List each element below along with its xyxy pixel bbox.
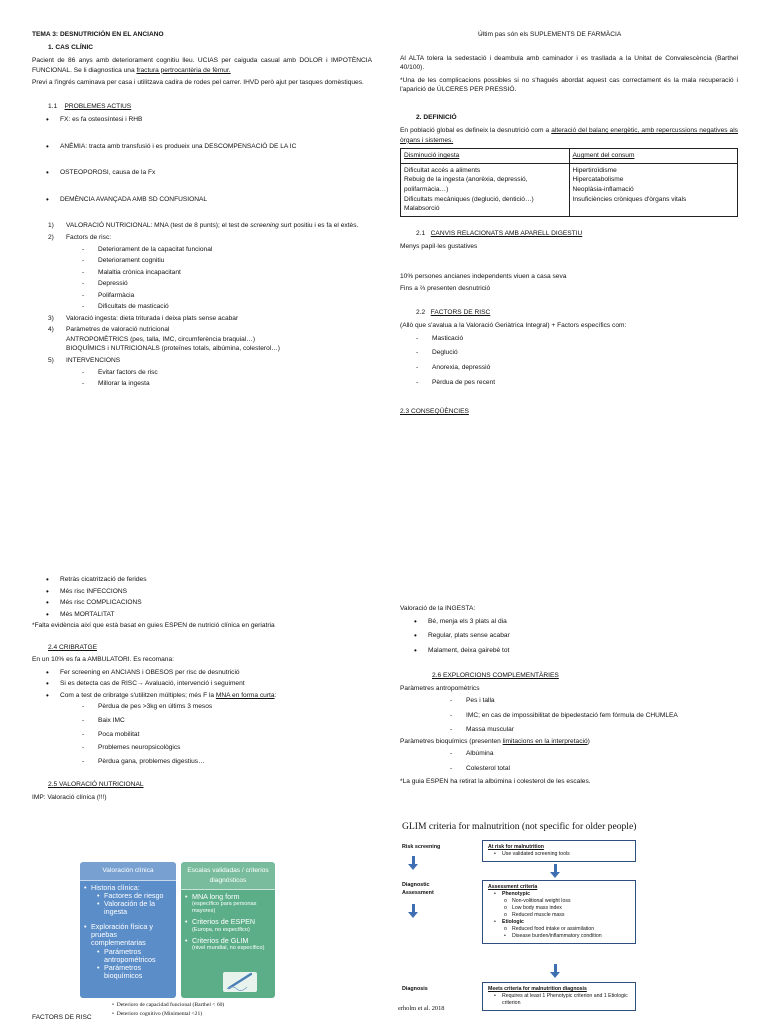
pen-illustration-icon bbox=[221, 966, 261, 994]
box-list: • Historia clínica: • Factores de riesgo • Valoración de la ingesta • Exploración física y pruebas complementarias • Parámetros antropométricos • Parámetros bioquímicos bbox=[80, 881, 176, 981]
list-item: - Pes i talla bbox=[400, 696, 738, 706]
subsection-exploracions: 2.6 EXPLORCIONS COMPLEMENTÀRIES bbox=[432, 672, 559, 680]
list-item: • OSTEOPOROSI, causa de la Fx bbox=[32, 168, 372, 178]
arrow-down-icon bbox=[410, 904, 416, 918]
glim-citation: erholm et al. 2018 bbox=[398, 1005, 445, 1012]
list-item: - Anorexia, depressió bbox=[400, 363, 738, 373]
list-item: • Retràs cicatrització de ferides bbox=[32, 575, 372, 585]
subsection-problemes-actius bbox=[48, 102, 372, 112]
escalas-validadas-box bbox=[181, 862, 275, 998]
table-header: Disminució ingesta bbox=[401, 149, 570, 164]
list-item: • Regular, plats sense acabar bbox=[400, 631, 738, 641]
last-step-list bbox=[448, 30, 738, 40]
right-column-top bbox=[400, 30, 738, 417]
risk-factors-list bbox=[66, 245, 372, 312]
list-item: • Si es detecta cas de RISC→ Avaluació, intervenció i seguiment bbox=[32, 679, 372, 689]
risk-intro: (Allò que s'avalua a la Valoració Geriàtrica Integral) + Factors específics com: bbox=[400, 322, 627, 330]
list-item: • Més risc INFECCIONS bbox=[32, 587, 372, 597]
imp-line: IMP: Valoració clínica (!!!) bbox=[32, 793, 107, 801]
box-heading: Escalas validadas / criterios diagnósticos bbox=[181, 862, 275, 890]
arrow-down-icon bbox=[410, 856, 416, 870]
glim-title: GLIM criteria for malnutrition (not specific for older people) bbox=[402, 821, 637, 832]
list-item: - IMC; en cas de impossibilitat de bipedestació fem fórmula de CHUMLEA bbox=[400, 711, 738, 721]
document-title: TEMA 3: DESNUTRICIÓN EN EL ANCIANO bbox=[32, 31, 164, 38]
subsection-title: PROBLEMES ACTIUS bbox=[64, 102, 132, 110]
glim-figure bbox=[398, 820, 742, 1024]
step-parametres: 4) Paràmetres de valoració nutricional ANTROPOMÈTRICS (pes, talla, IMC, circumferència braquial…) BIOQUÍMICS i NUTRICIONALS (proteïnes totals, albúmina, colesterol…) bbox=[32, 325, 372, 354]
section-heading-definicio: 2. DEFINICIÓ bbox=[416, 113, 457, 121]
list-item: - Polifarmàcia bbox=[66, 291, 372, 301]
antro-heading: Paràmetres antropomètrics bbox=[400, 684, 480, 692]
glim-box-risk: At risk for malnutrition • Use validated screening tools bbox=[482, 840, 636, 862]
list-item: - Masticació bbox=[400, 334, 738, 344]
ingesta-heading: Valoració de la INGESTA: bbox=[400, 605, 476, 612]
espen-note: *Falta evidència així que està basat en guies ESPEN de nutrició clínica en geriatria bbox=[32, 622, 275, 630]
list-item: - Massa muscular bbox=[400, 725, 738, 735]
papil-text: Menys papil·les gustatives bbox=[400, 243, 478, 251]
case-paragraph bbox=[32, 56, 372, 75]
list-item: - Baix IMC bbox=[32, 716, 372, 726]
case-diagnosis: fractura pertrocantèria de fèmur. bbox=[136, 66, 231, 74]
cribratge-list bbox=[32, 668, 372, 701]
ingesta-list bbox=[400, 617, 738, 656]
list-item: - Albúmina bbox=[400, 749, 738, 759]
factors-list: • Deterioro de capacidad funcional (Barthel < 60) • Deterioro cognitivo (Minimental <21) bbox=[112, 1002, 225, 1017]
step-valoracio: 1) VALORACIÓ NUTRICIONAL: MNA (test de 8 punts); el test de screening surt positiu i es fa el extès. bbox=[48, 222, 359, 230]
glim-row-label: Diagnosis bbox=[402, 986, 428, 992]
subsection-consequencies: 2.3 CONSEQÜÈNCIES bbox=[400, 408, 469, 416]
list-item: - Deteriorament de la capacitat funcional bbox=[66, 245, 372, 255]
alta-paragraph: Al ALTA tolera la sedestació i deambula amb caminador i es trasllada a la Unitat de Convalescència (Barthel 40/100). bbox=[400, 54, 738, 72]
table-cell-left: Dificultat accés a aliments Rebuig de la ingesta (anorèxia, depressió, polifarmàcia…) Dificultats mecàniques (deglució, dentició…) Malabsorció bbox=[401, 163, 570, 216]
factors-label: FACTORS DE RISC bbox=[32, 1014, 92, 1021]
list-item: • Malament, deixa gairebé tot bbox=[400, 646, 738, 656]
list-item: - Pèrdua de pes >3kg en últims 3 mesos bbox=[32, 702, 372, 712]
factors-strip bbox=[0, 997, 400, 1024]
antro-list bbox=[400, 696, 738, 735]
subsection-cribratge: 2.4 CRIBRATGE bbox=[48, 643, 97, 651]
arrow-down-icon bbox=[552, 864, 558, 878]
list-item: - Millorar la ingesta bbox=[66, 379, 372, 389]
subsection-factors: 2.2 FACTORS DE RISC bbox=[416, 308, 491, 316]
list-item: - Problemes neuropsicològics bbox=[32, 743, 372, 753]
glim-row-label: Diagnostic Assessment bbox=[402, 882, 434, 896]
list-item: • Com a test de cribratge s'utilitzen múltiples; més F la MNA en forma curta: bbox=[32, 691, 372, 701]
list-item: • Més risc COMPLICACIONS bbox=[32, 598, 372, 608]
problems-list bbox=[32, 115, 372, 204]
bio-heading: Paràmetres bioquímics (presenten limitacions en la interpretació) bbox=[400, 737, 590, 745]
list-item: • Més MORTALITAT bbox=[32, 610, 372, 620]
left-column-top bbox=[32, 30, 372, 391]
complications-note: *Una de les complicacions possibles si no s'hagués abordat aquest cas correctament és la mala recuperació i l'aparició de ÚLCERES PER PRESSIÓ. bbox=[400, 76, 738, 94]
causes-table bbox=[400, 148, 738, 216]
table-header-row bbox=[401, 149, 738, 164]
subsection-valoracio-nutricional: 2.5 VALORACIÓ NUTRICIONAL bbox=[48, 781, 144, 789]
cribratge-intro: En un 10% es fa a AMBULATORI. Es recomana: bbox=[32, 656, 174, 664]
arrow-down-icon bbox=[552, 964, 558, 978]
list-item: - Malaltia crònica incapacitant bbox=[66, 268, 372, 278]
case-text: Pacient de 86 anys amb deteriorament cognitiu lleu. UCIAS per caiguda casual amb DOLOR i IMPOTÈNCIA FUNCIONAL. Se li diagnostica una bbox=[32, 57, 372, 74]
list-item: - Pèrdua gana, problemes digestius… bbox=[32, 757, 372, 767]
right-column-bottom bbox=[400, 604, 738, 789]
box-heading: Valoración clínica bbox=[80, 862, 176, 881]
step-intervencions: 5) INTERVENCIONS - Evitar factors de risc - Millorar la ingesta bbox=[32, 356, 372, 389]
table-row bbox=[401, 163, 738, 216]
list-item: - Depressió bbox=[66, 279, 372, 289]
valoracion-clinica-box bbox=[80, 862, 176, 998]
list-item: - Dificultats de masticació bbox=[66, 302, 372, 312]
list-item: - Evitar factors de risc bbox=[66, 368, 372, 378]
specific-factors-list bbox=[400, 334, 738, 387]
param-line: ANTROPOMÈTRICS (pes, talla, IMC, circumferència braquial…) bbox=[66, 335, 256, 343]
interventions-list bbox=[66, 368, 372, 389]
list-item: - Pèrdua de pes recent bbox=[400, 378, 738, 388]
list-item: - Deglució bbox=[400, 348, 738, 358]
param-line: BIOQUÍMICS i NUTRICIONALS (proteïnes totals, albúmina, colesterol…) bbox=[66, 345, 280, 353]
glim-box-assessment: Assessment criteria • Phenotypic o Non-volitional weight loss o Low body mass index o Reduced muscle mass • Etiologic o Reduced food intake or assimilation • Disease burden/inflammatory condition bbox=[482, 880, 636, 944]
previous-state-paragraph: Previ a l'ingrés caminava per casa i utilitzava cadira de rodes pel carrer. IHVD però ajut per tasques domèstiques. bbox=[32, 79, 364, 87]
list-item: • DEMÈNCIA AVANÇADA AMB SD CONFUSIONAL bbox=[32, 195, 372, 205]
subsection-canvis: 2.1 CANVIS RELACIONATS AMB APARELL DIGESTIU bbox=[416, 229, 583, 237]
list-item: • FX: es fa osteosíntesi i RHB bbox=[32, 115, 372, 125]
glim-box-diagnosis: Meets criteria for malnutrition diagnosis • Requires at least 1 Phenotypic criterion and 1 Etiologic criterion bbox=[482, 982, 636, 1011]
list-item: - Colesterol total bbox=[400, 764, 738, 774]
consequences-list bbox=[32, 575, 372, 619]
list-item: • ANÈMIA: tracta amb transfusió i es produeix una DESCOMPENSACIÓ DE LA IC bbox=[32, 142, 372, 152]
bio-list bbox=[400, 749, 738, 773]
list-item: - Deteriorament cognitiu bbox=[66, 256, 372, 266]
list-item: - Últim pas són els SUPLEMENTS DE FARMÀCIA bbox=[448, 30, 738, 40]
subsection-number: 1.1 bbox=[48, 102, 58, 110]
stat-line: Fins a ⅔ presenten desnutrició bbox=[400, 285, 491, 293]
section-heading-cas-clinic: 1. CAS CLÍNIC bbox=[48, 43, 94, 51]
list-item: - Poca mobilitat bbox=[32, 730, 372, 740]
numbered-steps bbox=[32, 221, 372, 388]
valoracion-figure bbox=[80, 862, 275, 1000]
box-list: • MNA long form (específico para personas mayores) • Criterios de ESPEN (Europa, no específico) • Criterios de GLIM (nivel mundial, no específico) bbox=[181, 890, 275, 952]
step-factors: 2) Factors de risc: - Deteriorament de la capacitat funcional - Deteriorament cognitiu - Malaltia crònica incapacitant - Depressió - Polifarmàcia - Dificultats de masticació bbox=[32, 233, 372, 312]
glim-row-label: Risk screening bbox=[402, 844, 441, 850]
mna-items-list bbox=[32, 702, 372, 766]
list-item: • Fer screening en ANCIANS i OBESOS per risc de desnutrició bbox=[32, 668, 372, 678]
bio-note: *La guia ESPEN ha retirat la albúmina i colesterol de les escales. bbox=[400, 777, 591, 785]
stat-line: 10% persones ancianes independents viuen a casa seva bbox=[400, 272, 567, 280]
definition-paragraph: En població global es defineix la desnutrició com a alteració del balanç energètic, amb repercussions negatives als òrgans i sistemes. bbox=[400, 127, 738, 144]
table-header: Augment del consum bbox=[569, 149, 738, 164]
table-cell-right: Hipertiroïdisme Hipercatabolisme Neoplàsia-inflamació Insuficiències cròniques d'òrgans vitals bbox=[569, 163, 738, 216]
left-column-bottom bbox=[32, 575, 372, 805]
step-ingesta: 3) Valoració ingesta: dieta triturada i deixa plats sense acabar bbox=[48, 314, 239, 322]
list-item: • Bé, menja els 3 plats al dia bbox=[400, 617, 738, 627]
